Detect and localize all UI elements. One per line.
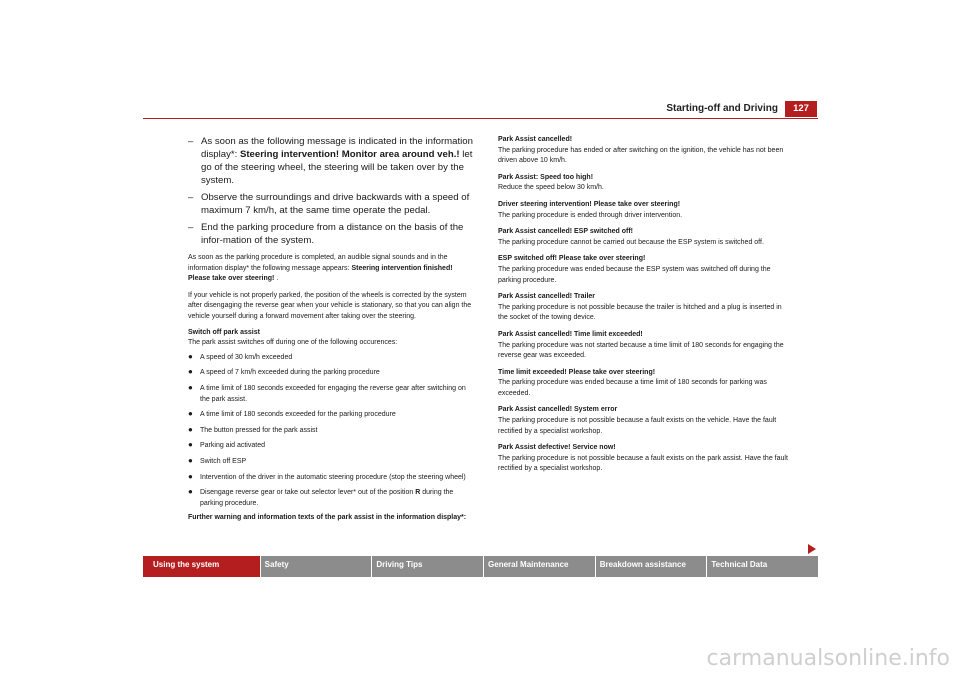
chapter-nav: [143, 556, 818, 577]
message-item: Driver steering intervention! Please take over steering! The parking procedure is ended through driver intervention.: [498, 200, 683, 219]
message-item: Park Assist cancelled! Time limit exceeded! The parking procedure was not started because a time limit of 180 seconds for engaging the reverse gear was exceeded.: [498, 330, 784, 360]
switch-off-intro: The park assist switches off during one of the following occurences:: [188, 339, 398, 347]
tab-safety[interactable]: Safety: [261, 556, 372, 577]
message-item: Park Assist: Speed too high! Reduce the speed below 30 km/h.: [498, 173, 604, 192]
further-texts-heading: Further warning and information texts of the park assist in the information display*:: [188, 514, 467, 522]
tab-breakdown-assistance[interactable]: Breakdown assistance: [596, 556, 707, 577]
list-item: ● Disengage reverse gear or take out selector lever* out of the position R during the parking procedure.: [188, 487, 454, 507]
page-number: 127: [785, 101, 817, 117]
right-column: [498, 135, 788, 481]
bullet-icon: ●: [188, 471, 193, 481]
bullet-icon: ●: [188, 382, 193, 392]
message-item: Park Assist cancelled! Trailer The parking procedure is not possible because the trailer is hitched and a plug is inserted in the socket of the towing device.: [498, 293, 782, 322]
message-item: Park Assist cancelled! System error The parking procedure is not possible because a fault exists on the vehicle. Have the fault rectified by a specialist workshop.: [498, 406, 777, 435]
bullet-icon: ●: [188, 440, 193, 450]
step-3: – End the parking procedure from a distance on the basis of the infor-mation of the system.: [188, 222, 464, 246]
watermark: carmanualsonline.info: [706, 646, 950, 671]
step-1: – As soon as the following message is indicated in the information display*: Steering intervention! Monitor area around veh.! let go of the steering wheel, the steering will be taken over by the system.: [188, 136, 473, 186]
completion-paragraph: As soon as the parking procedure is completed, an audible signal sounds and in the information display* the following message appears: Steering intervention finished! Please take over steering! .: [188, 254, 453, 283]
dash-marker: –: [188, 136, 194, 147]
list-item: ● A time limit of 180 seconds exceeded for engaging the reverse gear after switching on the park assist.: [188, 382, 466, 403]
message-item: Park Assist cancelled! The parking procedure has ended or after switching on the ignition, the vehicle has not been driven above 10 km/h.: [498, 136, 784, 165]
header-rule: [143, 118, 818, 119]
bullet-icon: ●: [188, 424, 193, 434]
list-item: ● A speed of 7 km/h exceeded during the parking procedure: [188, 367, 380, 377]
tab-general-maintenance[interactable]: General Maintenance: [484, 556, 595, 577]
continue-arrow-icon[interactable]: [808, 544, 816, 554]
list-item: ● Switch off ESP: [188, 455, 247, 465]
dash-marker: –: [188, 192, 194, 203]
step-2: – Observe the surroundings and drive backwards with a speed of maximum 7 km/h, at the same time operate the pedal.: [188, 192, 470, 216]
section-title: Starting-off and Driving: [666, 103, 778, 114]
message-item: Park Assist cancelled! ESP switched off! The parking procedure cannot be carried out because the ESP system is switched off.: [498, 228, 764, 246]
list-item: ● A speed of 30 km/h exceeded: [188, 351, 293, 361]
message-item: ESP switched off! Please take over steering! The parking procedure was ended because the ESP system was switched off during the parking procedure.: [498, 255, 771, 284]
tab-using-the-system[interactable]: Using the system: [143, 556, 260, 577]
switch-off-list: [188, 352, 476, 510]
switch-off-block: [188, 328, 476, 349]
dash-marker: –: [188, 222, 194, 233]
switch-off-heading: Switch off park assist: [188, 328, 260, 336]
tab-technical-data[interactable]: Technical Data: [707, 556, 818, 577]
list-item: ● Parking aid activated: [188, 440, 265, 450]
list-item: ● Intervention of the driver in the automatic steering procedure (stop the steering wheel): [188, 471, 466, 481]
bullet-icon: ●: [188, 455, 193, 465]
message-item: Park Assist defective! Service now! The parking procedure is not possible because a fault exists on the park assist. Have the fault rectified by a specialist workshop.: [498, 444, 788, 473]
list-item: ● A time limit of 180 seconds exceeded for the parking procedure: [188, 409, 396, 419]
bullet-icon: ●: [188, 367, 193, 377]
message-item: Time limit exceeded! Please take over steering! The parking procedure was ended because a time limit of 180 seconds for parking was exceeded.: [498, 368, 767, 397]
correction-paragraph: If your vehicle is not properly parked, the position of the wheels is corrected by the system after disengaging the reverse gear when your vehicle is stationary, so that you can align the vehicle yourself during a forward movement after taking over the steering.: [188, 291, 472, 320]
bullet-icon: ●: [188, 487, 193, 497]
left-column: [188, 135, 476, 524]
tab-driving-tips[interactable]: Driving Tips: [372, 556, 483, 577]
list-item: ● The button pressed for the park assist: [188, 424, 318, 434]
bullet-icon: ●: [188, 351, 193, 361]
bullet-icon: ●: [188, 409, 193, 419]
